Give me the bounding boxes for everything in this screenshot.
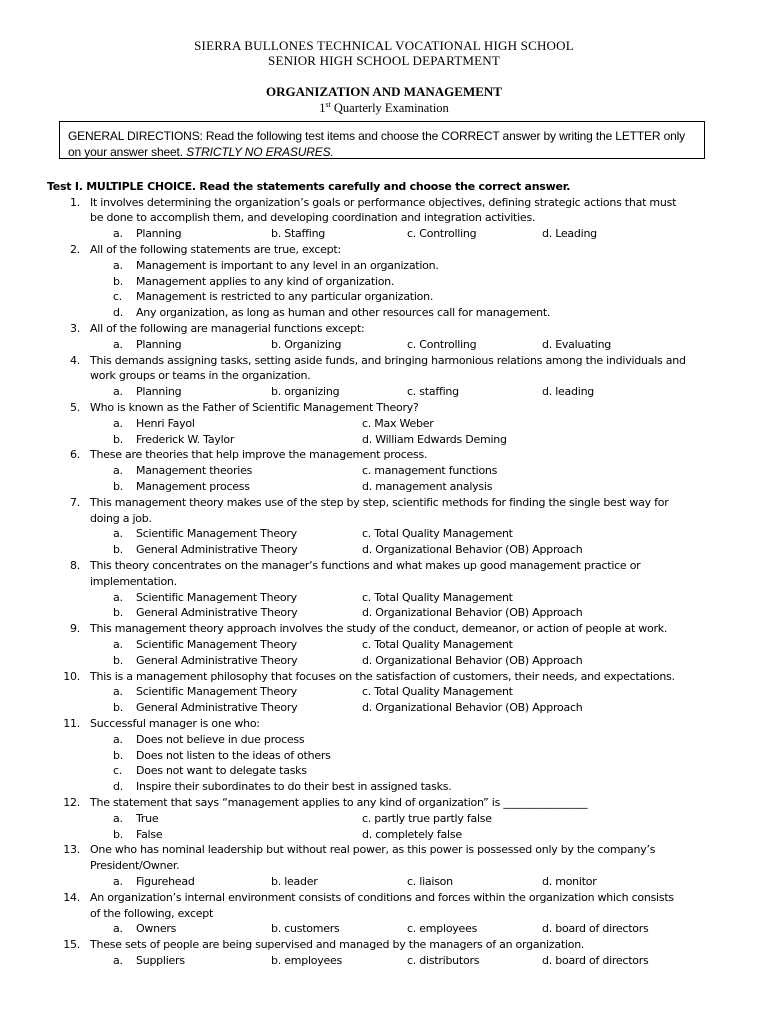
option-letter: b.: [113, 653, 123, 667]
question-text: It involves determining the organization’s goals or performance objectives, defining strategic actions that must: [90, 195, 677, 209]
answer-option: Planning: [136, 385, 182, 399]
option-letter: b.: [113, 479, 123, 493]
answer-option: d. board of directors: [542, 953, 649, 967]
answer-option: Inspire their subordinates to do their best in assigned tasks.: [136, 780, 452, 794]
answer-option: General Administrative Theory: [136, 653, 298, 667]
answer-option: c. Max Weber: [362, 416, 434, 430]
answer-option: c. Total Quality Management: [362, 527, 513, 541]
option-letter: a.: [113, 416, 123, 430]
answer-option: b. Organizing: [271, 337, 342, 351]
question-number: 13.: [63, 843, 80, 857]
answer-option: d. Organizational Behavior (OB) Approach: [362, 543, 583, 557]
option-letter: b.: [113, 274, 123, 288]
answer-option: c. Total Quality Management: [362, 685, 513, 699]
option-letter: a.: [113, 953, 123, 967]
option-letter: a.: [113, 922, 123, 936]
answer-option: Management is restricted to any particular organization.: [136, 290, 434, 304]
question-number: 11.: [63, 716, 80, 730]
answer-option: Management is important to any level in an organization.: [136, 258, 439, 272]
question-number: 7.: [70, 495, 80, 509]
option-letter: c.: [113, 764, 123, 778]
answer-option: Scientific Management Theory: [136, 527, 297, 541]
answer-option: c. liaison: [407, 874, 453, 888]
option-letter: c.: [113, 290, 123, 304]
option-letter: a.: [113, 811, 123, 825]
question-number: 3.: [70, 321, 80, 335]
question-text: of the following, except: [90, 906, 214, 920]
answer-option: c. staffing: [407, 385, 459, 399]
option-letter: a.: [113, 637, 123, 651]
question-number: 4.: [70, 353, 80, 367]
answer-option: Any organization, as long as human and other resources call for management.: [136, 306, 551, 320]
question-text: One who has nominal leadership but without real power, as this power is possessed only by the company’s: [90, 843, 656, 857]
general-directions-box: [59, 121, 705, 159]
option-letter: b.: [113, 748, 123, 762]
answer-option: c. Controlling: [407, 227, 477, 241]
question-number: 9.: [70, 622, 80, 636]
answer-option: General Administrative Theory: [136, 701, 298, 715]
school-name: SIERRA BULLONES TECHNICAL VOCATIONAL HIGH SCHOOL: [194, 38, 574, 53]
exam-title: 1st Quarterly Examination: [319, 100, 449, 116]
directions-emphasis: STRICTLY NO ERASURES.: [186, 145, 334, 159]
question-number: 8.: [70, 558, 80, 572]
answer-option: b. leader: [271, 874, 318, 888]
answer-option: General Administrative Theory: [136, 606, 298, 620]
option-letter: a.: [113, 527, 123, 541]
answer-option: d. Organizational Behavior (OB) Approach: [362, 653, 583, 667]
question-text: This demands assigning tasks, setting aside funds, and bringing harmonious relations among the individuals and: [90, 353, 686, 367]
question-text: This management theory approach involves the study of the conduct, demeanor, or action of people at work.: [90, 622, 668, 636]
question-text: These are theories that help improve the management process.: [90, 448, 428, 462]
option-letter: a.: [113, 337, 123, 351]
answer-option: Planning: [136, 227, 182, 241]
answer-option: c. Controlling: [407, 337, 477, 351]
question-text: The statement that says “management applies to any kind of organization” is ________________: [90, 795, 588, 809]
answer-option: Figurehead: [136, 874, 195, 888]
answer-option: Does not listen to the ideas of others: [136, 748, 331, 762]
answer-option: Frederick W. Taylor: [136, 432, 235, 446]
option-letter: a.: [113, 464, 123, 478]
answer-option: d. management analysis: [362, 479, 493, 493]
question-text: An organization’s internal environment consists of conditions and forces within the organization which consists: [90, 890, 674, 904]
answer-option: Does not believe in due process: [136, 732, 305, 746]
answer-option: c. Total Quality Management: [362, 637, 513, 651]
question-text: These sets of people are being supervised and managed by the managers of an organization.: [90, 938, 585, 952]
question-number: 10.: [63, 669, 80, 683]
answer-option: d. Organizational Behavior (OB) Approach: [362, 606, 583, 620]
answer-option: d. William Edwards Deming: [362, 432, 507, 446]
answer-option: Management applies to any kind of organization.: [136, 274, 395, 288]
answer-option: Planning: [136, 337, 182, 351]
answer-option: Scientific Management Theory: [136, 590, 297, 604]
option-letter: b.: [113, 701, 123, 715]
answer-option: b. customers: [271, 922, 340, 936]
option-letter: a.: [113, 227, 123, 241]
answer-option: Henri Fayol: [136, 416, 195, 430]
question-text: Who is known as the Father of Scientific Management Theory?: [90, 400, 419, 414]
option-letter: b.: [113, 543, 123, 557]
question-number: 15.: [63, 938, 80, 952]
answer-option: d. leading: [542, 385, 595, 399]
answer-option: d. completely false: [362, 827, 462, 841]
answer-option: Scientific Management Theory: [136, 637, 297, 651]
answer-option: Suppliers: [136, 953, 185, 967]
answer-option: b. organizing: [271, 385, 340, 399]
option-letter: a.: [113, 874, 123, 888]
question-number: 12.: [63, 795, 80, 809]
question-text: This theory concentrates on the manager’s functions and what makes up good management practice or: [90, 558, 641, 572]
question-text: This is a management philosophy that focuses on the satisfaction of customers, their needs, and expectations.: [90, 669, 675, 683]
question-text: work groups or teams in the organization.: [90, 369, 311, 383]
answer-option: d. Organizational Behavior (OB) Approach: [362, 701, 583, 715]
question-number: 14.: [63, 890, 80, 904]
question-number: 2.: [70, 242, 80, 256]
answer-option: Scientific Management Theory: [136, 685, 297, 699]
answer-option: b. employees: [271, 953, 343, 967]
option-letter: a.: [113, 685, 123, 699]
test-title: Test I. MULTIPLE CHOICE. Read the statements carefully and choose the correct answer.: [47, 180, 571, 193]
question-number: 5.: [70, 400, 80, 414]
answer-option: False: [136, 827, 163, 841]
option-letter: b.: [113, 606, 123, 620]
option-letter: a.: [113, 732, 123, 746]
question-text: doing a job.: [90, 511, 152, 525]
answer-option: d. board of directors: [542, 922, 649, 936]
question-text: All of the following statements are true, except:: [90, 242, 341, 256]
question-text: This management theory makes use of the step by step, scientific methods for finding the single best way for: [90, 495, 669, 509]
answer-option: d. Evaluating: [542, 337, 612, 351]
subject-title: ORGANIZATION AND MANAGEMENT: [266, 84, 502, 99]
option-letter: d.: [113, 306, 123, 320]
answer-option: b. Staffing: [271, 227, 326, 241]
answer-option: c. distributors: [407, 953, 480, 967]
answer-option: c. partly true partly false: [362, 811, 492, 825]
question-text: President/Owner.: [90, 859, 180, 873]
answer-option: Does not want to delegate tasks: [136, 764, 307, 778]
answer-option: c. management functions: [362, 464, 498, 478]
answer-option: General Administrative Theory: [136, 543, 298, 557]
option-letter: a.: [113, 590, 123, 604]
question-text: All of the following are managerial functions except:: [90, 321, 365, 335]
question-number: 6.: [70, 448, 80, 462]
answer-option: Owners: [136, 922, 177, 936]
question-number: 1.: [70, 195, 80, 209]
option-letter: b.: [113, 827, 123, 841]
option-letter: a.: [113, 385, 123, 399]
answer-option: d. monitor: [542, 874, 597, 888]
answer-option: Management process: [136, 479, 250, 493]
option-letter: d.: [113, 780, 123, 794]
answer-option: c. Total Quality Management: [362, 590, 513, 604]
directions-text: GENERAL DIRECTIONS: Read the following test items and choose the CORRECT answer by writing the LETTER only on your answer sheet.: [68, 129, 686, 159]
department-name: SENIOR HIGH SCHOOL DEPARTMENT: [268, 53, 500, 68]
option-letter: b.: [113, 432, 123, 446]
question-text: implementation.: [90, 574, 177, 588]
answer-option: Management theories: [136, 464, 253, 478]
answer-option: True: [136, 811, 159, 825]
answer-option: d. Leading: [542, 227, 597, 241]
answer-option: c. employees: [407, 922, 478, 936]
question-text: be done to accomplish them, and developing coordination and integration activities.: [90, 211, 536, 225]
option-letter: a.: [113, 258, 123, 272]
question-text: Successful manager is one who:: [90, 716, 260, 730]
